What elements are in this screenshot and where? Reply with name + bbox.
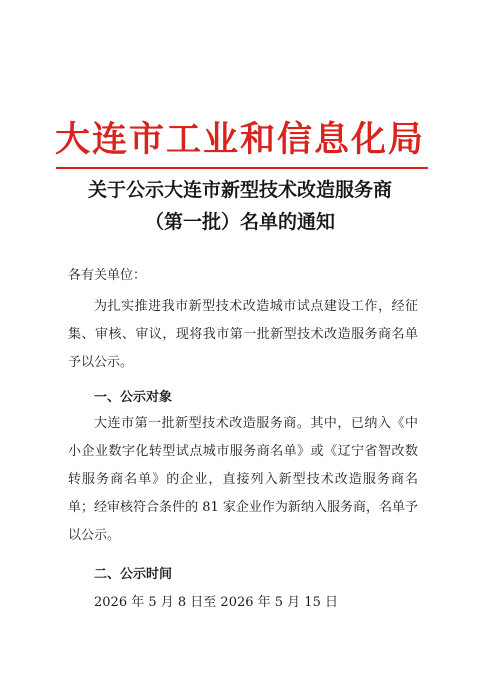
intro-paragraph: 为扎实推进我市新型技术改造城市试点建设工作，经征集、审核、审议，现将我市第一批新型技术改造服务商名单予以公示。 bbox=[68, 299, 418, 370]
salutation: 各有关单位： bbox=[68, 268, 147, 283]
section-1-heading: 一、公示对象 bbox=[94, 390, 173, 405]
section-2-heading: 二、公示时间 bbox=[94, 567, 173, 582]
section-1-paragraph: 大连市第一批新型技术改造服务商。其中，已纳入《中小企业数字化转型试点城市服务商名单》或《辽宁省智改数转服务商名单》的企业，直接列入新型技术改造服务商名单；经审核符合条件的 81 家企业作为新纳入服务商，名单予以公示。 bbox=[68, 416, 418, 543]
document-title-line-2: （第一批）名单的通知 bbox=[144, 211, 335, 233]
organization-header: 大连市工业和信息化局 bbox=[54, 119, 425, 160]
publicity-period: 2026 年 5 月 8 日至 2026 年 5 月 15 日 bbox=[94, 595, 338, 610]
document-title-line-1: 关于公示大连市新型技术改造服务商 bbox=[87, 179, 392, 201]
red-divider-line bbox=[56, 167, 428, 169]
